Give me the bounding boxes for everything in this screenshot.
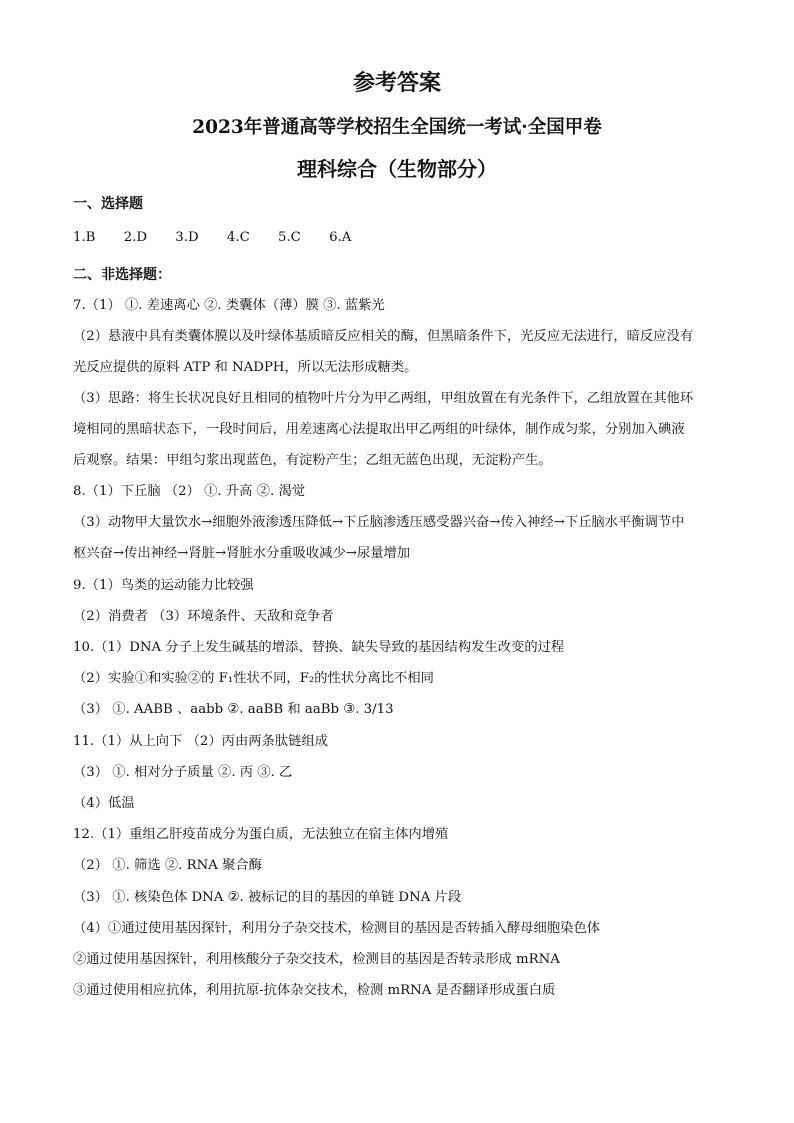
choice-answer: 1.B [73, 230, 96, 245]
answer-line: （4）低温 [73, 796, 135, 811]
choice-answer: 4.C [226, 230, 250, 245]
answer-line: 境相同的黑暗状态下，一段时间后，用差速离心法提取出甲乙两组的叶绿体，制作成匀浆，分别加入碘液 [73, 422, 685, 437]
answer-line: （3）思路：将生长状况良好且相同的植物叶片分为甲乙两组，甲组放置在有光条件下，乙组放置在其他环 [73, 391, 694, 406]
answer-line: （3） ①. 相对分子质量 ②. 丙 ③. 乙 [73, 765, 293, 780]
answer-line: ②通过使用基因探针，利用核酸分子杂交技术，检测目的基因是否转录形成 mRNA [73, 952, 560, 967]
answer-line: 光反应提供的原料 ATP 和 NADPH，所以无法形成糖类。 [73, 360, 418, 375]
answer-line: 9.（1）鸟类的运动能力比较强 [73, 578, 254, 593]
answer-line: 7.（1） ①. 差速离心 ②. 类囊体（薄）膜 ③. 蓝紫光 [73, 298, 385, 313]
answer-line: 11.（1）从上向下 （2）丙由两条肽链组成 [73, 734, 329, 749]
answer-line: 10.（1）DNA 分子上发生碱基的增添、替换、缺失导致的基因结构发生改变的过程 [73, 640, 565, 655]
answer-line: 8.（1）下丘脑 （2） ①. 升高 ②. 渴觉 [73, 484, 306, 499]
answer-line: （3） ①. AABB 、aabb ②. aaBB 和 aaBb ③. 3/13 [73, 702, 394, 717]
answer-line: 12.（1）重组乙肝疫苗成分为蛋白质，无法独立在宿主体内增殖 [73, 827, 449, 842]
answer-line: 枢兴奋→传出神经→肾脏→肾脏水分重吸收减少→尿量增加 [73, 546, 411, 561]
section-heading-choice: 一、选择题 [73, 196, 143, 212]
answer-line: （2）悬液中具有类囊体膜以及叶绿体基质暗反应相关的酶，但黑暗条件下，光反应无法进行，暗反应没有 [73, 329, 694, 344]
answer-line: （2）实验①和实验②的 F₁性状不同，F₂的性状分离比不相同 [73, 671, 434, 686]
subject-title: 理科综合（生物部分） [297, 157, 497, 181]
section-heading-nonchoice: 二、非选择题： [73, 267, 171, 283]
answer-line: （2）消费者 （3）环境条件、天敌和竞争者 [73, 609, 334, 624]
document-title: 参考答案 [352, 70, 441, 96]
answer-line: （3） ①. 核染色体 DNA ②. 被标记的目的基因的单链 DNA 片段 [73, 890, 462, 905]
answer-line: （2） ①. 筛选 ②. RNA 聚合酶 [73, 858, 262, 873]
choice-answer: 5.C [278, 230, 301, 245]
exam-subtitle: 2023年普通高等学校招生全国统一考试·全国甲卷 [192, 117, 602, 138]
answer-line: 后观察。结果：甲组匀浆出现蓝色，有淀粉产生；乙组无蓝色出现，无淀粉产生。 [73, 453, 552, 468]
answer-line: （3）动物甲大量饮水→细胞外液渗透压降低→下丘脑渗透压感受器兴奋→传入神经→下丘脑水平衡调节中 [73, 515, 685, 530]
answer-line: （4）①通过使用基因探针，利用分子杂交技术，检测目的基因是否转插入酵母细胞染色体 [73, 921, 601, 936]
choice-answer: 6.A [329, 230, 352, 245]
choice-answer: 3.D [175, 230, 199, 245]
choice-answers [73, 228, 375, 247]
choice-answer: 2.D [123, 230, 148, 245]
answer-line: ③通过使用相应抗体，利用抗原-抗体杂交技术，检测 mRNA 是否翻译形成蛋白质 [73, 983, 556, 998]
